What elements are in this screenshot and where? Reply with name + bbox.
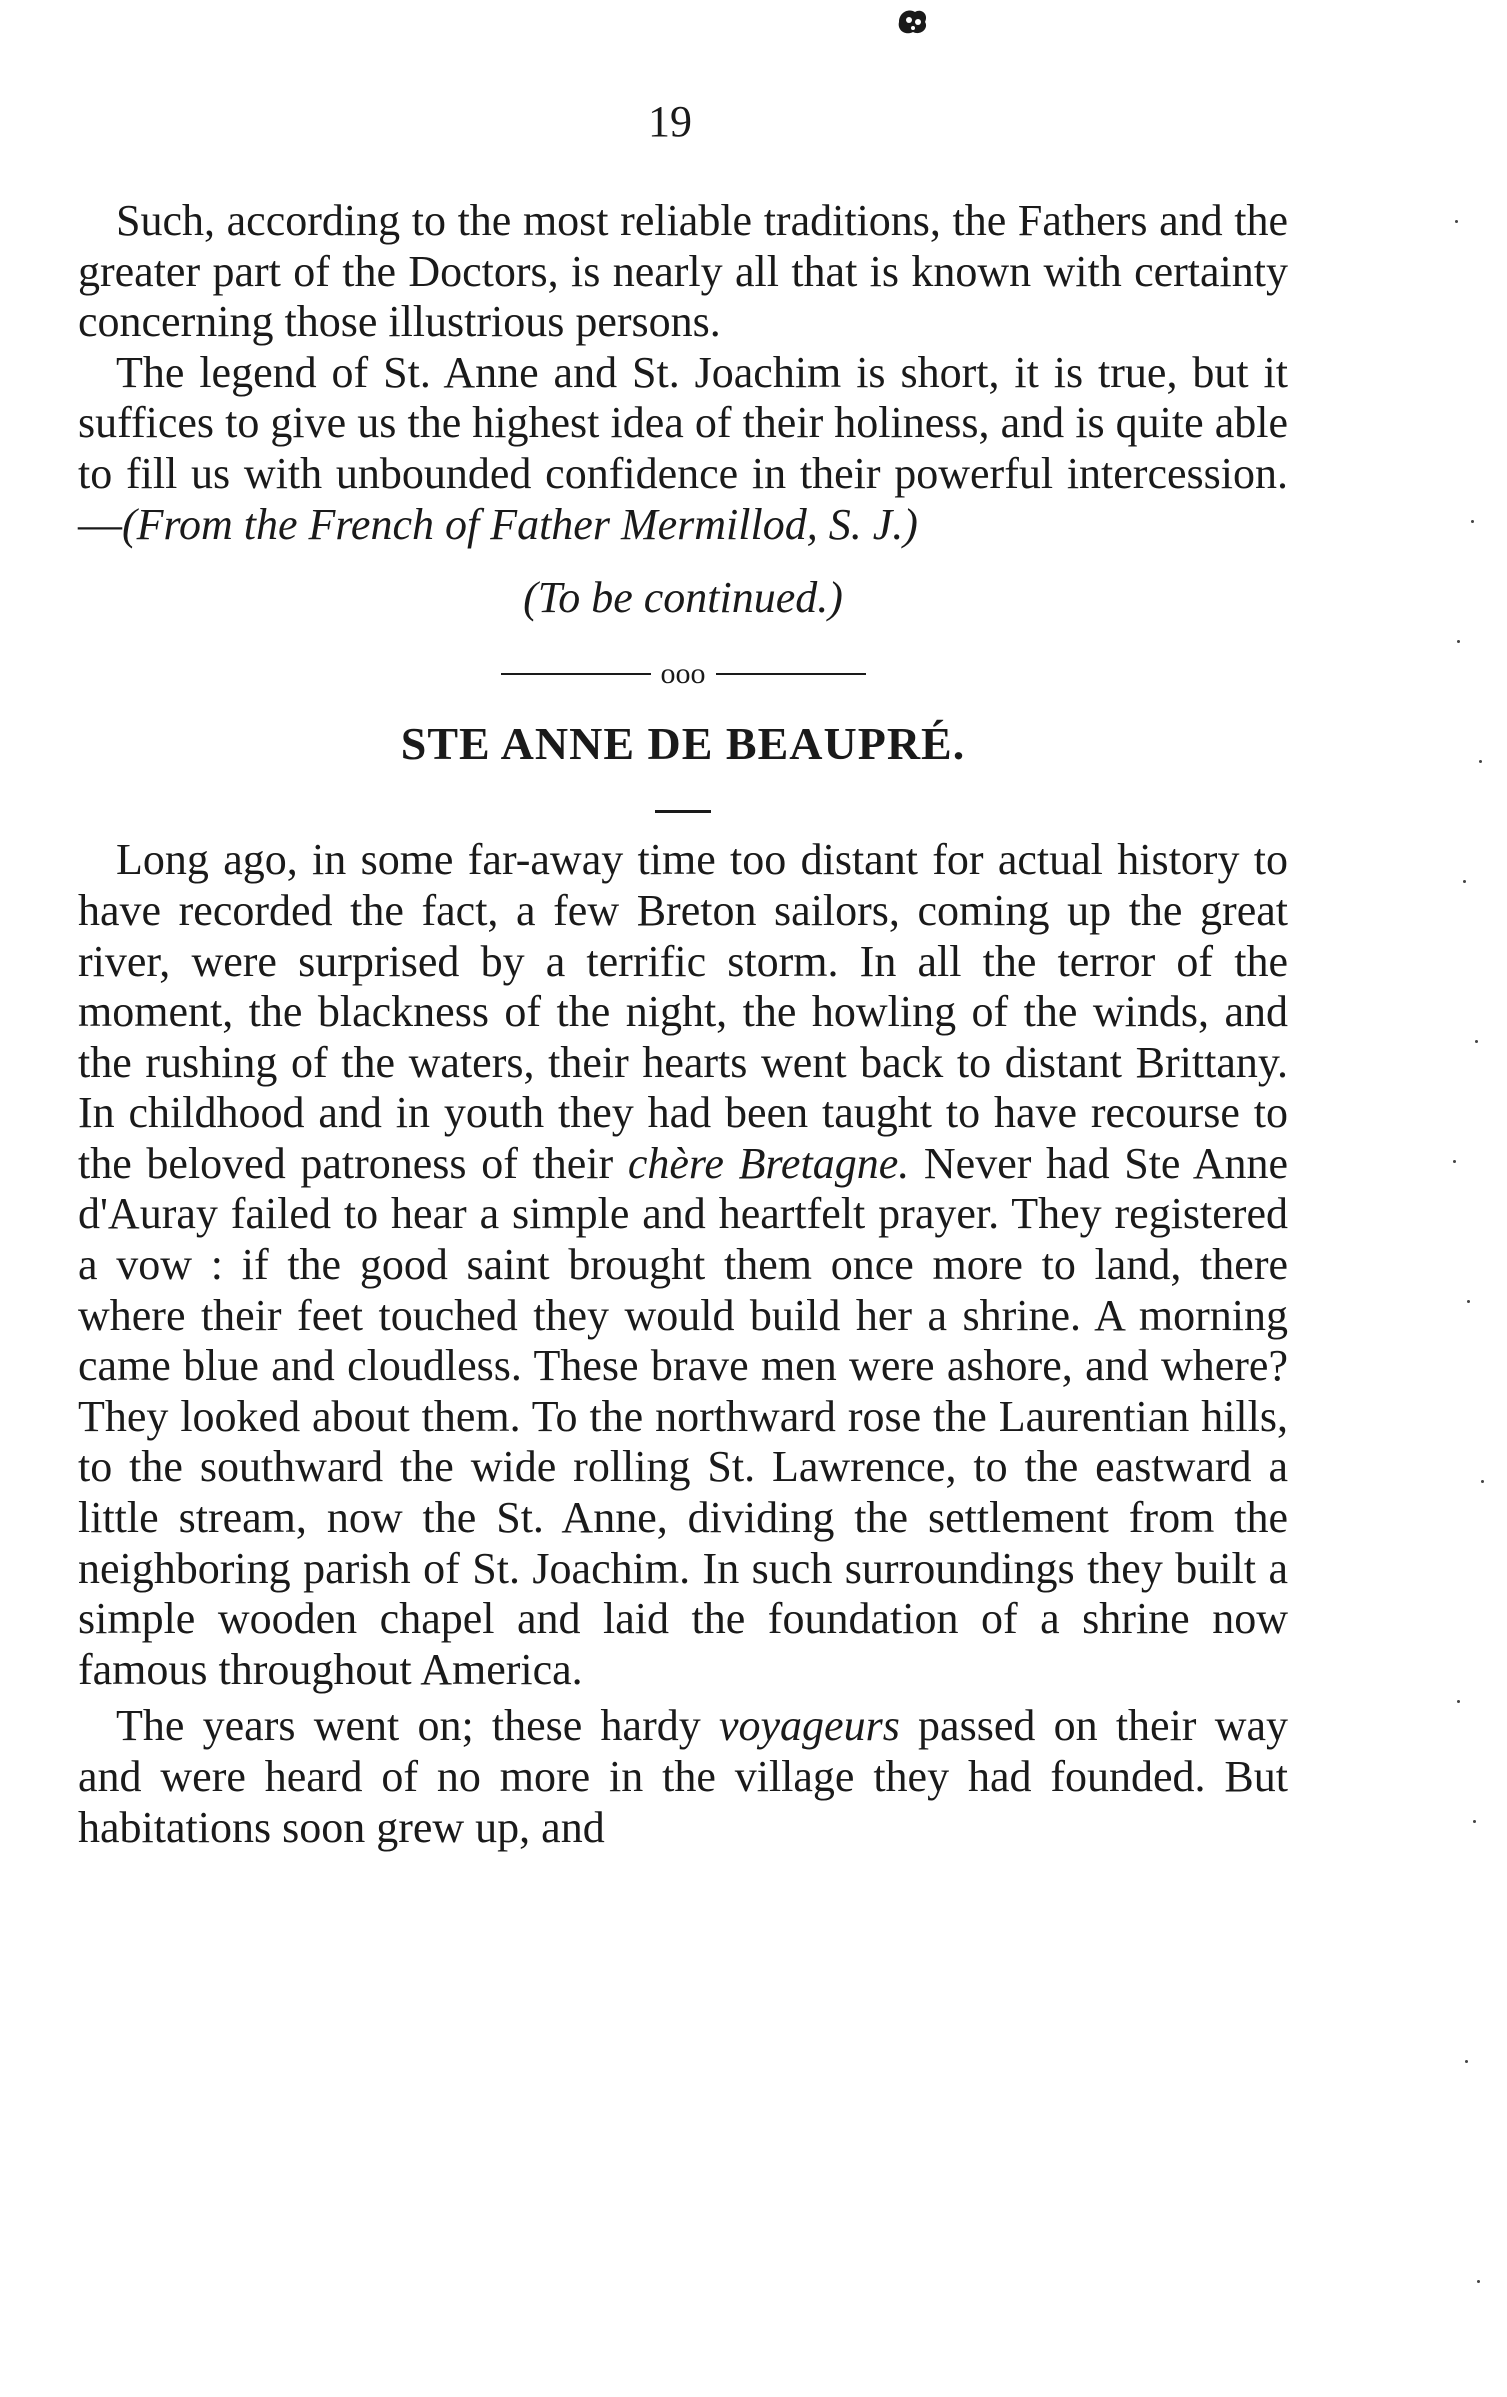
article-title: STE ANNE DE BEAUPRÉ. — [400, 718, 966, 770]
margin-print-specks — [1427, 0, 1507, 2397]
text-column — [78, 196, 1288, 1853]
section-divider — [78, 654, 1288, 694]
divider-rule-left — [501, 673, 651, 675]
paragraph-breton-sailors-part-a: Long ago, in some far-away time too distant for actual history to have recorded the fact, a few Breton sailors, coming up the great river, were surprised by a terrific storm. In all the terror of the moment, the blackness of the night, the howling of the winds, and the rushing of the waters, their hearts went back to distant Brittany. In childhood and in youth they had been taught to have recourse to the beloved patroness of their — [78, 835, 1288, 1188]
printer-ornament-icon — [893, 4, 933, 38]
paragraph-legend-text: The legend of St. Anne and St. Joachim is short, it is true, but it suffices to give us the highest idea of their holiness, and is quite able to fill us with unbounded confidence in their powerful intercession.— — [78, 347, 1288, 549]
title-underline — [655, 810, 711, 813]
paragraph-years-went-on — [78, 1701, 1288, 1853]
page-number: 19 — [648, 97, 692, 146]
paragraph-legend — [78, 348, 1288, 550]
paragraph-breton-sailors-part-b: Never had Ste Anne d'Auray failed to hear a simple and heartfelt prayer. They registered a vow : if the good saint brought them once more to land, there where their feet touched they would build her a shrine. A morning came blue and cloudless. These brave men were ashore, and where? They looked about them. To the northward rose the Laurentian hills, to the southward the wide rolling St. Lawrence, to the eastward a little stream, now the St. Anne, dividing the settlement from the neighboring parish of St. Joachim. In such surroundings they built a simple wooden chapel and laid the foundation of a shrine now famous throughout America. — [78, 1138, 1289, 1694]
chere-bretagne-italic: chère Bretagne. — [627, 1138, 910, 1188]
paragraph-years-part-a: The years went on; these hardy — [116, 1701, 719, 1751]
to-be-continued: (To be continued.) — [523, 573, 843, 623]
paragraph-traditions: Such, according to the most reliable traditions, the Fathers and the greater part of the Doctors, is nearly all that is known with certainty concerning those illustrious persons. — [78, 196, 1288, 347]
paragraph-years-part-b: passed on their way and were heard of no more in the village they had founded. But habitations soon grew up, and — [78, 1701, 1288, 1852]
attribution: (From the French of Father Mermillod, S. J.) — [122, 499, 918, 549]
paragraph-breton-sailors — [78, 835, 1288, 1695]
divider-mark: ooo — [660, 657, 706, 691]
voyageurs-italic: voyageurs — [718, 1701, 900, 1751]
divider-rule-right — [716, 673, 866, 675]
